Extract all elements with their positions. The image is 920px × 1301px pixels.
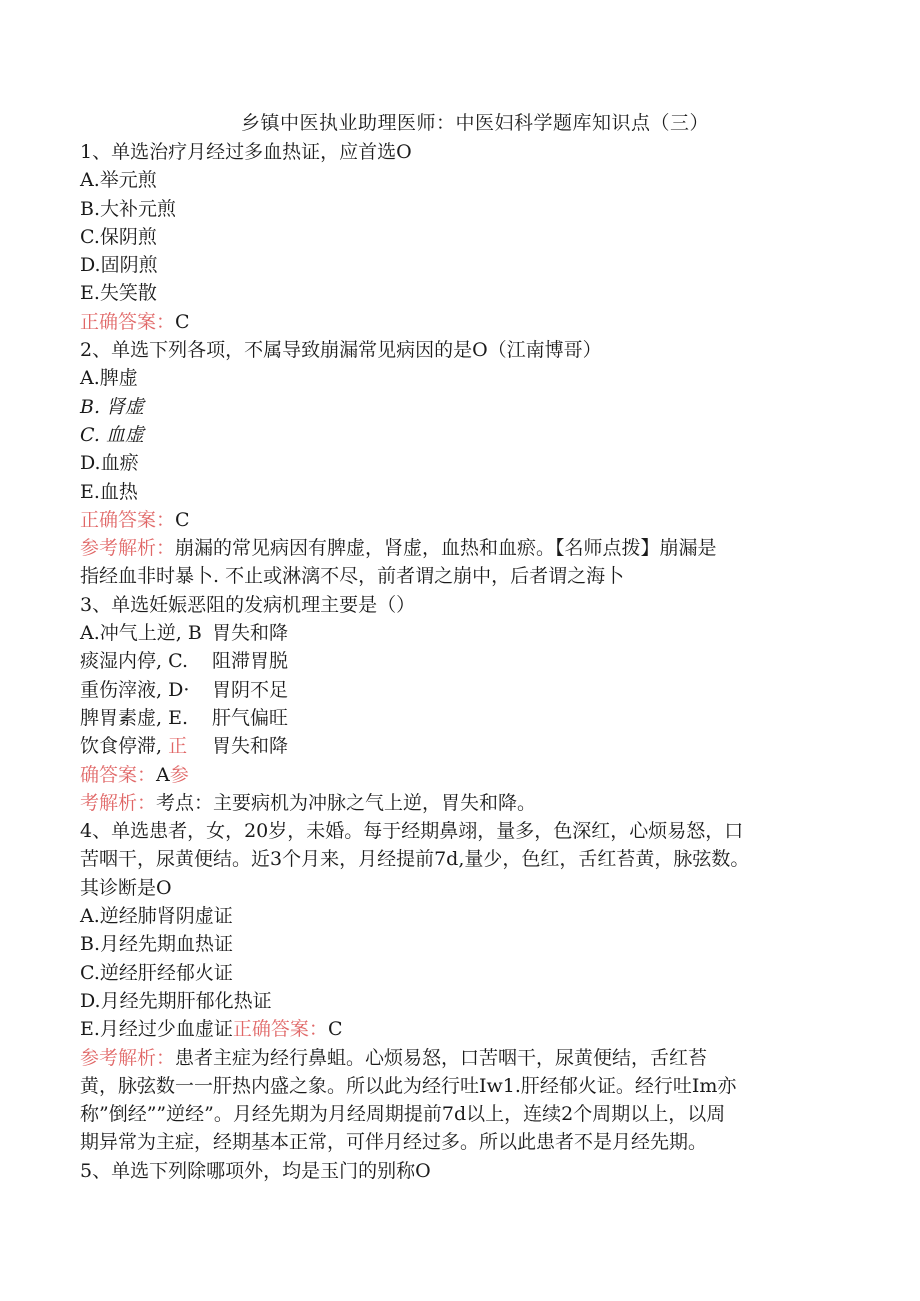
q3-answer <box>80 761 830 789</box>
q4-option-e: E.月经过少血虚证 <box>80 1018 233 1041</box>
q2-analysis-line1 <box>80 534 830 562</box>
q3-answer-tail: 参 <box>169 763 189 786</box>
q4-analysis-text1: 患者主症为经行鼻蛆。心烦易怒，口苦咽干，尿黄便结，舌红苔 <box>175 1046 708 1069</box>
q2-analysis-label: 参考解析： <box>80 537 176 560</box>
q4-stem-line1: 4、单选患者，女，20岁，未婚。每于经期鼻翊，量多，色深红，心烦易怒，口 <box>80 820 744 843</box>
q1-option-b: B.大补元煎 <box>80 197 177 220</box>
q2-analysis-line2: 指经血非时暴卜. 不止或淋漓不尽，前者谓之崩中，后者谓之海卜 <box>80 565 625 588</box>
q4-option-d: D.月经先期肝郁化热证 <box>80 989 272 1012</box>
q4-option-a: A.逆经肺肾阴虚证 <box>80 905 233 928</box>
q3-row-5-left-text: 饮食停滞, <box>80 735 163 758</box>
q3-analysis <box>80 789 830 817</box>
q3-row-5-red: 正 <box>168 735 188 758</box>
q2-answer-label: 正确答案： <box>80 508 176 531</box>
q3-row-2-right: 阻滞胃脱 <box>212 650 289 673</box>
q1-answer-value: C <box>175 310 190 333</box>
q5-stem: 5、单选下列除哪项外，均是玉门的别称O <box>80 1159 431 1182</box>
q2-option-b: B. 肾虚 <box>80 395 145 418</box>
q3-answer-value: A <box>156 763 170 786</box>
q2-answer <box>80 506 830 534</box>
q4-analysis-label: 参考解析： <box>80 1046 176 1069</box>
q3-row-4 <box>80 704 830 732</box>
q4-analysis-line3: 称”倒经””逆经”。月经先期为月经周期提前7d以上，连续2个周期以上，以周 <box>80 1103 726 1126</box>
q3-row-5 <box>80 732 830 760</box>
document-page <box>80 108 830 1185</box>
q3-row-2 <box>80 647 830 675</box>
q2-option-c <box>80 421 830 449</box>
q2-option-e: E.血热 <box>80 480 138 503</box>
q3-stem: 3、单选妊娠恶阻的发病机理主要是（） <box>80 593 416 616</box>
q1-answer-label: 正确答案： <box>80 310 176 333</box>
q3-analysis-label: 考解析： <box>80 791 157 814</box>
q4-option-c: C.逆经肝经郁火证 <box>80 961 233 984</box>
document-title: 乡镇中医执业助理医师：中医妇科学题库知识点（三） <box>240 112 709 134</box>
q4-stem-line3: 其诊断是O <box>80 876 172 899</box>
q1-answer <box>80 308 830 336</box>
q3-row-1 <box>80 619 830 647</box>
q3-row-5-right: 胃失和降 <box>212 735 289 758</box>
q4-analysis-line2: 黄，脉弦数一一肝热内盛之象。所以此为经行吐Iw1.肝经郁火证。经行吐Im亦 <box>80 1074 737 1097</box>
q3-row-3 <box>80 676 830 704</box>
q3-row-1-left: A.冲气上逆, B <box>80 622 202 645</box>
q1-option-d: D.固阴煎 <box>80 254 158 277</box>
q3-analysis-text: 考点：主要病机为冲脉之气上逆，胃失和降。 <box>156 791 537 814</box>
q2-option-d: D.血瘀 <box>80 452 139 475</box>
q3-row-1-right: 胃失和降 <box>212 622 289 645</box>
q1-option-c: C.保阴煎 <box>80 225 157 248</box>
q1-option-e: E.失笑散 <box>80 282 157 305</box>
q2-option-a: A.脾虚 <box>80 367 138 390</box>
q4-answer-label: 正确答案： <box>232 1018 328 1041</box>
q2-option-c-text: C. 血虚 <box>80 423 144 446</box>
q4-analysis-line4: 期异常为主症，经期基本正常，可伴月经过多。所以此患者不是月经先期。 <box>80 1131 708 1154</box>
q2-analysis-text1: 崩漏的常见病因有脾虚，肾虚，血热和血瘀。【名师点拨】崩漏是 <box>175 537 717 560</box>
q3-row-3-left: 重伤滓液, D· <box>80 678 190 701</box>
q2-answer-value: C <box>175 508 190 531</box>
q4-analysis-line1 <box>80 1044 830 1072</box>
q4-answer-value: C <box>327 1018 343 1041</box>
q3-answer-label: 确答案： <box>80 763 157 786</box>
q3-row-2-left: 痰湿内停, C. <box>80 650 188 673</box>
q1-stem: 1、单选治疗月经过多血热证，应首选O <box>80 141 412 163</box>
q4-option-b: B.月经先期血热证 <box>80 933 234 956</box>
q3-row-3-right: 胃阴不足 <box>212 678 289 701</box>
q4-stem-line2: 苦咽干，尿黄便结。近3个月来，月经提前7d,量少，色红，舌红苔黄，脉弦数。 <box>80 848 750 871</box>
q4-option-e-answer <box>80 1015 830 1043</box>
q3-row-4-left: 脾胃素虚, E. <box>80 706 188 729</box>
q2-stem: 2、单选下列各项，不属导致崩漏常见病因的是O（江南博哥） <box>80 339 602 362</box>
q3-row-5-left <box>80 732 212 760</box>
q3-row-4-right: 肝气偏旺 <box>212 706 289 729</box>
q1-option-a: A.举元煎 <box>80 169 157 192</box>
